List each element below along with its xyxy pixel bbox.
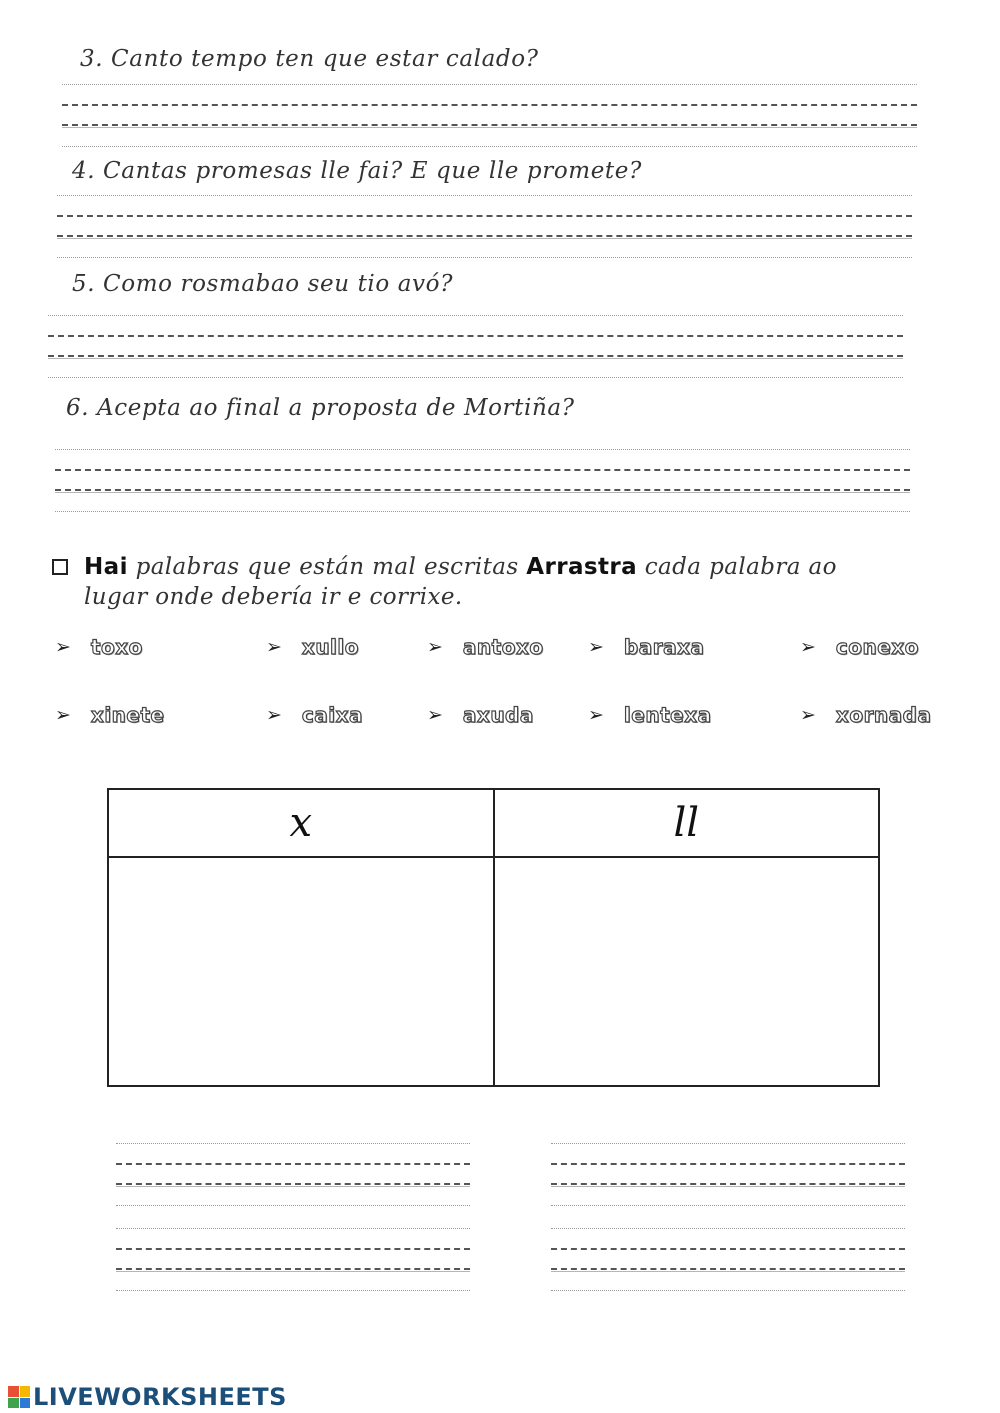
draggable-word[interactable]: axuda: [462, 703, 534, 727]
draggable-word[interactable]: lentexa: [623, 703, 712, 727]
draggable-word[interactable]: xullo: [301, 635, 360, 659]
word-item[interactable]: [266, 635, 359, 659]
correction-lines-right-2[interactable]: [551, 1228, 905, 1292]
question-4: 4. Cantas promesas lle fai? E que lle promete?: [72, 158, 642, 184]
column-header-ll: ll: [494, 789, 880, 857]
correction-lines-left-1[interactable]: [116, 1143, 470, 1207]
word-item[interactable]: [427, 635, 544, 659]
draggable-word[interactable]: antoxo: [462, 635, 544, 659]
sorting-table: [107, 788, 880, 1087]
arrow-bullet-icon: ➢: [588, 704, 604, 726]
word-item[interactable]: [266, 703, 363, 727]
word-item[interactable]: [427, 703, 534, 727]
column-header-x: x: [108, 789, 494, 857]
arrow-bullet-icon: ➢: [800, 636, 816, 658]
correction-lines-right-1[interactable]: [551, 1143, 905, 1207]
draggable-word[interactable]: xinete: [90, 703, 165, 727]
drop-zone-x[interactable]: [108, 857, 494, 1086]
draggable-word[interactable]: caixa: [301, 703, 364, 727]
draggable-word[interactable]: baraxa: [623, 635, 705, 659]
instruction-text: [84, 552, 964, 612]
instruction-part-1: palabras que están mal escritas: [127, 554, 527, 580]
word-item[interactable]: [800, 703, 931, 727]
instruction-part-2: cada palabra ao: [637, 554, 837, 580]
word-item[interactable]: [588, 703, 712, 727]
brand-name: LIVEWORKSHEETS: [33, 1383, 287, 1411]
instruction-line-2: lugar onde debería ir e corrixe.: [84, 584, 463, 610]
checkbox-icon: [52, 559, 68, 575]
arrow-bullet-icon: ➢: [588, 636, 604, 658]
arrow-bullet-icon: ➢: [55, 636, 71, 658]
draggable-word[interactable]: conexo: [835, 635, 919, 659]
question-5: 5. Como rosmabao seu tio avó?: [72, 271, 454, 297]
liveworksheets-logo[interactable]: [8, 1383, 287, 1411]
answer-lines-3[interactable]: [62, 84, 917, 148]
draggable-word[interactable]: toxo: [90, 635, 143, 659]
answer-lines-6[interactable]: [55, 449, 910, 513]
logo-blocks-icon: [8, 1386, 30, 1408]
word-item[interactable]: [800, 635, 919, 659]
instruction-bold-hai: Hai: [84, 554, 128, 580]
arrow-bullet-icon: ➢: [266, 704, 282, 726]
word-item[interactable]: [55, 703, 165, 727]
draggable-word[interactable]: xornada: [835, 703, 932, 727]
arrow-bullet-icon: ➢: [266, 636, 282, 658]
word-item[interactable]: [55, 635, 143, 659]
question-6: 6. Acepta ao final a proposta de Mortiña?: [66, 395, 575, 421]
correction-lines-left-2[interactable]: [116, 1228, 470, 1292]
arrow-bullet-icon: ➢: [800, 704, 816, 726]
answer-lines-5[interactable]: [48, 315, 903, 379]
question-3: 3. Canto tempo ten que estar calado?: [80, 46, 539, 72]
arrow-bullet-icon: ➢: [55, 704, 71, 726]
answer-lines-4[interactable]: [57, 195, 912, 259]
word-item[interactable]: [588, 635, 705, 659]
instruction-bold-arrastra: Arrastra: [526, 554, 638, 580]
drop-zone-ll[interactable]: [494, 857, 880, 1086]
arrow-bullet-icon: ➢: [427, 704, 443, 726]
arrow-bullet-icon: ➢: [427, 636, 443, 658]
